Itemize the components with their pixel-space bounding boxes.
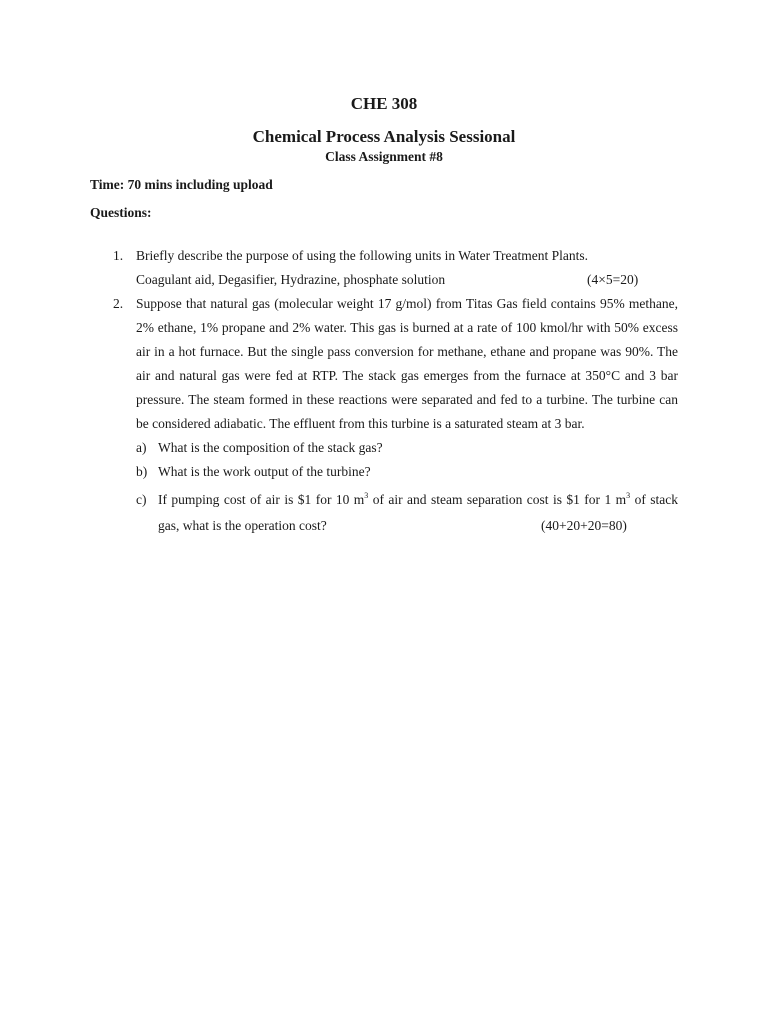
q2c-superscript: 3 [364,491,369,500]
q2-number: 2. [113,296,124,311]
time-limit: Time: 70 mins including upload [90,177,273,192]
q2c-text-part3: of stack [630,492,678,507]
q2b-label: b) [136,464,148,479]
q2-line: air in a hot furnace. But the single pass conversion for methane, ethane and propane was 90%. The [136,344,678,359]
q2b-text: What is the work output of the turbine? [158,464,371,479]
q2c-text-part1: If pumping cost of air is $1 for 10 m [158,492,365,507]
q2c-label: c) [136,492,147,507]
assignment-label: Class Assignment #8 [325,149,443,164]
q2-line: air and natural gas were fed at RTP. The stack gas emerges from the furnace at 350°C and 3 bar [136,368,678,383]
q1-line1: Briefly describe the purpose of using the following units in Water Treatment Plants. [136,248,588,263]
q2c-line1 [158,492,678,508]
course-title: Chemical Process Analysis Sessional [252,127,516,146]
q2c-line2: gas, what is the operation cost? [158,518,327,533]
course-code: CHE 308 [350,94,418,113]
q2-line: be considered adiabatic. The effluent from this turbine is a saturated steam at 3 bar. [136,416,585,431]
q2a-text: What is the composition of the stack gas? [158,440,383,455]
q2c-text-part2: of air and steam separation cost is $1 for 1 m [368,492,627,507]
q1-number: 1. [113,248,124,263]
q1-line2: Coagulant aid, Degasifier, Hydrazine, phosphate solution [136,272,446,287]
q2c-superscript: 3 [626,491,631,500]
q2a-label: a) [136,440,147,455]
q2-marks: (40+20+20=80) [541,518,627,533]
q2-line: 2% ethane, 1% propane and 2% water. This gas is burned at a rate of 100 kmol/hr with 50% excess [136,320,678,335]
questions-heading: Questions: [90,205,152,220]
q2-line: pressure. The steam formed in these reactions were separated and fed to a turbine. The turbine can [136,392,678,407]
q1-marks: (4×5=20) [587,272,639,287]
q2-line: Suppose that natural gas (molecular weight 17 g/mol) from Titas Gas field contains 95% methane, [136,296,678,311]
